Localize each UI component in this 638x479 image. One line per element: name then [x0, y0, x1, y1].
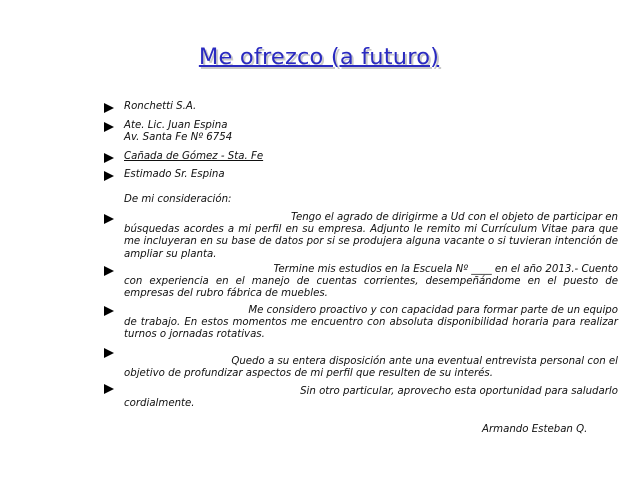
street-line: Av. Santa Fe Nº 6754 [124, 132, 233, 143]
paragraph-1-body: búsquedas acordes a mi perfil en su empresa. Adjunto le remito mi Currículum Vitae para que me incluyeran en su base de datos por si se produjera alguna vacante o si tuvieran intención de ampliar su planta. [124, 224, 618, 260]
paragraph-3-body: de trabajo. En estos momentos me encuentro con absoluta disponibilidad horaria para realizar turnos o jornadas rotativas. [124, 317, 618, 341]
city-line: Cañada de Gómez - Sta. Fe [124, 151, 264, 162]
paragraph-4-body: objetivo de profundizar aspectos de mi perfil que resulten de su interés. [124, 368, 493, 380]
paragraph-4-first-line: Quedo a su entera disposición ante una eventual entrevista personal con el [231, 356, 618, 367]
bullet-icon [104, 214, 114, 224]
paragraph-5-first-line: Sin otro particular, aprovecho esta oportunidad para saludarlo [300, 386, 618, 397]
paragraph-5-body: cordialmente. [124, 398, 195, 410]
bullet-icon [104, 171, 114, 181]
bullet-icon [104, 384, 114, 394]
bullet-icon [104, 306, 114, 316]
slide-title: Me ofrezco (a futuro) [198, 44, 440, 70]
paragraph-3-first-line: Me considero proactivo y con capacidad para formar parte de un equipo [248, 305, 618, 316]
paragraph-2 [124, 264, 618, 301]
paragraph-4 [124, 356, 618, 380]
paragraph-3 [124, 305, 618, 342]
greeting-line: Estimado Sr. Espina [124, 169, 225, 180]
attention-line: Ate. Lic. Juan Espina [124, 120, 228, 131]
bullet-icon [104, 153, 114, 163]
bullet-icon [104, 122, 114, 132]
bullet-icon [104, 348, 114, 358]
company-name: Ronchetti S.A. [124, 101, 197, 112]
paragraph-1-first-line: Tengo el agrado de dirigirme a Ud con el objeto de participar en [290, 212, 618, 223]
paragraph-2-first-line: Termine mis estudios en la Escuela Nº ____ en el año 2013.- Cuento [273, 264, 618, 275]
salutation: De mi consideración: [124, 194, 232, 205]
paragraph-1 [124, 212, 618, 261]
signature: Armando Esteban Q. [482, 424, 588, 435]
bullet-icon [104, 103, 114, 113]
paragraph-5 [124, 386, 618, 410]
bullet-icon [104, 266, 114, 276]
paragraph-2-body: con experiencia en el manejo de cuentas corrientes, desempeñándome en el puesto de empresas del rubro fábrica de muebles. [124, 276, 618, 300]
